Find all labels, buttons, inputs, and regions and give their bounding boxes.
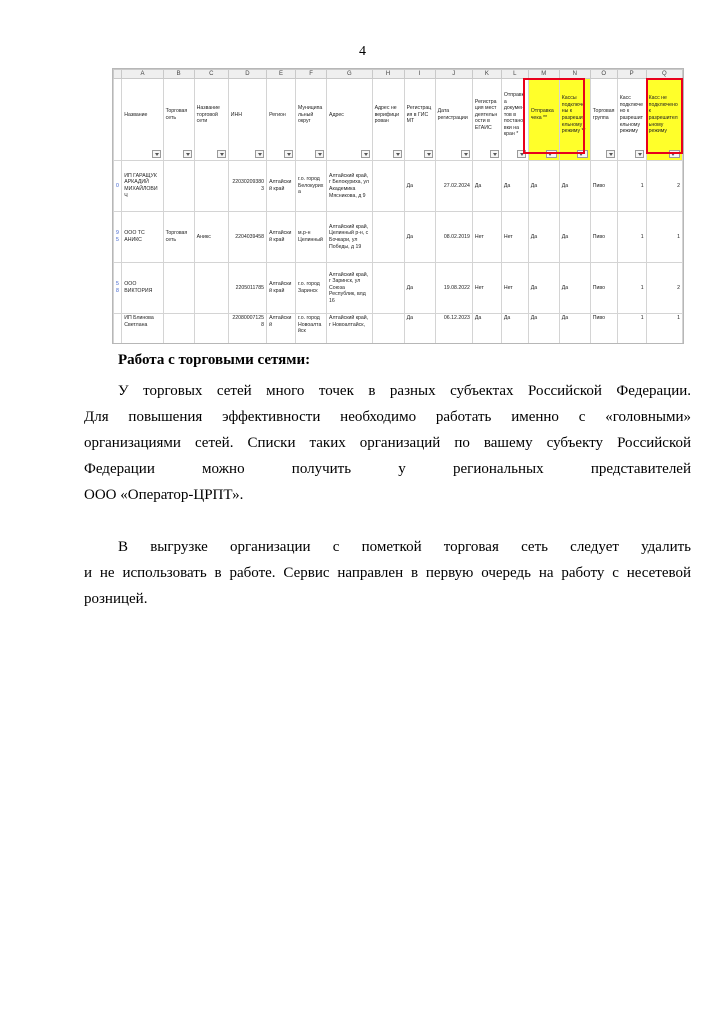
table-cell[interactable]: ИП Блинова Светлана <box>122 314 163 345</box>
table-cell[interactable]: 1 <box>617 212 646 263</box>
header-label: Дата регистрации <box>437 108 468 121</box>
header-label: Отправка документов в постановки на кран * <box>503 91 524 138</box>
filter-dropdown-icon[interactable] <box>284 150 293 158</box>
table-cell[interactable]: 1 <box>646 212 682 263</box>
page-number: 4 <box>359 44 366 59</box>
column-letter[interactable]: I <box>404 70 435 79</box>
section-heading: Работа с торговыми сетями: <box>118 352 311 368</box>
table-cell[interactable]: Да <box>501 161 528 212</box>
table-cell[interactable]: ООО ВИКТОРИЯ <box>122 263 163 314</box>
column-letter[interactable]: J <box>435 70 472 79</box>
table-cell[interactable]: г.о. город Заринск <box>296 263 327 314</box>
header-gis-registration <box>404 79 435 161</box>
table-cell[interactable]: 27.02.2024 <box>435 161 472 212</box>
header-label: Адрес <box>329 111 344 118</box>
table-cell[interactable]: Да <box>559 263 590 314</box>
table-cell[interactable] <box>194 314 228 345</box>
highlight-box-receipt-registers <box>523 78 585 154</box>
header-label: Касс подключено к разрешительному режиму <box>619 95 644 135</box>
row-marker <box>114 314 122 345</box>
table-cell[interactable]: Да <box>528 212 559 263</box>
column-letter[interactable]: D <box>228 70 266 79</box>
header-name <box>122 79 163 161</box>
table-cell[interactable]: Да <box>404 161 435 212</box>
filter-dropdown-icon[interactable] <box>183 150 192 158</box>
column-letter[interactable]: B <box>163 70 194 79</box>
table-cell[interactable]: Да <box>559 212 590 263</box>
table-cell[interactable] <box>163 314 194 345</box>
table-cell[interactable]: г.о. город Белокуриха <box>296 161 327 212</box>
table-cell[interactable]: Да <box>501 314 528 345</box>
column-letter[interactable]: O <box>590 70 617 79</box>
table-cell[interactable]: Да <box>528 263 559 314</box>
table-cell[interactable]: 2 <box>646 263 682 314</box>
table-cell[interactable] <box>194 161 228 212</box>
table-cell[interactable]: 1 <box>617 314 646 345</box>
highlight-box-not-connected <box>646 78 683 154</box>
column-letter-row <box>114 70 683 79</box>
table-cell[interactable] <box>372 263 404 314</box>
header-label: ИНН <box>230 111 243 118</box>
header-row <box>114 79 683 161</box>
table-cell[interactable]: 220302093803 <box>228 161 266 212</box>
table-cell[interactable]: Алтайский край, г Заринск, ул Союза Республик, влд 16 <box>327 263 373 314</box>
table-cell[interactable]: Алтайский <box>267 314 296 345</box>
header-chain-name <box>194 79 228 161</box>
table-cell[interactable]: Нет <box>472 212 501 263</box>
header-registers-count <box>617 79 646 161</box>
table-cell[interactable]: Аникс <box>194 212 228 263</box>
header-region <box>267 79 296 161</box>
table-cell[interactable]: Нет <box>501 212 528 263</box>
column-letter[interactable]: P <box>617 70 646 79</box>
filter-dropdown-icon[interactable] <box>152 150 161 158</box>
table-cell[interactable]: г.о. город Новоалтайск <box>296 314 327 345</box>
table-cell[interactable]: Да <box>559 314 590 345</box>
corner-cell[interactable] <box>114 70 122 79</box>
filter-dropdown-icon[interactable] <box>461 150 470 158</box>
table-cell[interactable]: Нет <box>501 263 528 314</box>
table-cell[interactable]: Нет <box>472 263 501 314</box>
column-letter[interactable]: K <box>472 70 501 79</box>
table-cell[interactable]: Алтайский край <box>267 161 296 212</box>
filter-dropdown-icon[interactable] <box>217 150 226 158</box>
table-cell[interactable]: Пиво <box>590 161 617 212</box>
table-cell[interactable]: Алтайский край, г Новоалтайск, <box>327 314 373 345</box>
filter-dropdown-icon[interactable] <box>635 150 644 158</box>
header-label: Регистрация в ГИС МТ <box>406 105 432 125</box>
table-cell[interactable]: Алтайский край, г Белокуриха, ул Академика Мясникова, д 9 <box>327 161 373 212</box>
table-cell[interactable]: Да <box>404 314 435 345</box>
column-letter[interactable]: F <box>296 70 327 79</box>
paragraph-line: У торговых сетей много точек в разных субъектах Российской Федерации. <box>118 383 691 399</box>
table-cell[interactable]: 19.08.2022 <box>435 263 472 314</box>
row-marker: 58 <box>114 263 122 314</box>
header-label: Муниципальный округ <box>298 105 323 125</box>
table-cell[interactable] <box>194 263 228 314</box>
column-letter[interactable]: G <box>327 70 373 79</box>
column-letter[interactable]: Q <box>646 70 682 79</box>
header-label: Регистрация мест деятельности в ЕГАИС <box>474 98 498 131</box>
header-egais <box>472 79 501 161</box>
table-cell[interactable]: Да <box>528 161 559 212</box>
paragraph-line: и не использовать в работе. Сервис направлен в первую очередь на работу с несетевой <box>84 565 691 581</box>
paragraph-line: организациями сетей. Списки таких организаций по вашему субъекту Российской <box>84 435 691 451</box>
header-label: Кассы подключены к разрешительному режиму ** <box>561 95 586 135</box>
spreadsheet-table <box>113 69 683 344</box>
header-address <box>327 79 373 161</box>
header-label: Название <box>124 111 148 118</box>
table-cell[interactable] <box>372 314 404 345</box>
paragraph-retail-chains <box>84 378 691 508</box>
header-label: Торговая группа <box>592 108 615 121</box>
header-label: Торговая сеть <box>165 108 188 121</box>
table-cell[interactable] <box>163 263 194 314</box>
paragraph-line: Для повышения эффективности необходимо работать именно с «головными» <box>84 409 691 425</box>
table-row <box>114 263 683 314</box>
paragraph-line: В выгрузке организации с пометкой торговая сеть следует удалить <box>118 539 691 555</box>
table-row <box>114 212 683 263</box>
table-cell[interactable]: 2204039458 <box>228 212 266 263</box>
spreadsheet-screenshot <box>112 68 684 344</box>
row-marker: 95 <box>114 212 122 263</box>
table-cell[interactable]: ООО ТС АНИКС <box>122 212 163 263</box>
header-label: Регион <box>269 111 286 118</box>
filter-dropdown-icon[interactable] <box>606 150 615 158</box>
header-label: Название торговой сети <box>196 105 220 125</box>
table-cell[interactable]: м.р-н Целинный <box>296 212 327 263</box>
column-letter[interactable]: L <box>501 70 528 79</box>
row-marker: 0 <box>114 161 122 212</box>
table-cell[interactable]: Торговая сеть <box>163 212 194 263</box>
header-municipal <box>296 79 327 161</box>
table-row <box>114 314 683 345</box>
filter-dropdown-icon[interactable] <box>424 150 433 158</box>
column-letter[interactable]: C <box>194 70 228 79</box>
table-cell[interactable]: 08.02.2019 <box>435 212 472 263</box>
table-cell[interactable]: Да <box>404 212 435 263</box>
paragraph-line: розницей. <box>84 591 148 607</box>
header-address-unverified <box>372 79 404 161</box>
table-cell[interactable]: 2 <box>646 161 682 212</box>
header-label: Адрес не верифицирован <box>374 105 399 125</box>
table-cell[interactable]: 06.12.2023 <box>435 314 472 345</box>
table-cell[interactable]: 2205011785 <box>228 263 266 314</box>
column-letter[interactable]: H <box>372 70 404 79</box>
column-letter[interactable]: A <box>122 70 163 79</box>
table-cell[interactable]: 1 <box>617 161 646 212</box>
table-cell[interactable] <box>372 212 404 263</box>
table-cell[interactable]: Да <box>472 161 501 212</box>
table-cell[interactable]: 1 <box>617 263 646 314</box>
table-cell[interactable]: Алтайский край, Целинный р-н, с Бочкари, ул Победы, д 19 <box>327 212 373 263</box>
header-label: Касс не подключено к разрешительному режиму <box>648 95 678 135</box>
header-label: Отправка чека ** <box>530 108 554 121</box>
table-cell[interactable]: ИП ГАРАЩУК АРКАДИЙ МИХАЙЛОВИЧ <box>122 161 163 212</box>
table-cell[interactable] <box>372 161 404 212</box>
table-cell[interactable]: Да <box>528 314 559 345</box>
filter-dropdown-icon[interactable] <box>255 150 264 158</box>
table-cell[interactable]: Алтайский край <box>267 212 296 263</box>
header-chain <box>163 79 194 161</box>
table-cell[interactable]: Да <box>404 263 435 314</box>
table-cell[interactable]: Пиво <box>590 212 617 263</box>
filter-dropdown-icon[interactable] <box>393 150 402 158</box>
paragraph-line: Федерации можно получить у региональных представителей <box>84 461 691 477</box>
table-cell[interactable] <box>163 161 194 212</box>
filter-dropdown-icon[interactable] <box>490 150 499 158</box>
table-cell[interactable]: Да <box>472 314 501 345</box>
paragraph-export <box>84 534 691 612</box>
filter-dropdown-icon[interactable] <box>361 150 370 158</box>
table-cell[interactable]: Алтайский край <box>267 263 296 314</box>
table-cell[interactable]: 1 <box>646 314 682 345</box>
table-cell[interactable]: Да <box>559 161 590 212</box>
table-cell[interactable]: Пиво <box>590 263 617 314</box>
header-trade-group <box>590 79 617 161</box>
table-cell[interactable]: 220800071258 <box>228 314 266 345</box>
column-letter[interactable]: E <box>267 70 296 79</box>
paragraph-line: ООО «Оператор-ЦРПТ». <box>84 487 244 503</box>
column-letter[interactable]: M <box>528 70 559 79</box>
row-gutter <box>114 79 122 161</box>
table-row <box>114 161 683 212</box>
header-registration-date <box>435 79 472 161</box>
header-inn <box>228 79 266 161</box>
table-cell[interactable]: Пиво <box>590 314 617 345</box>
column-letter[interactable]: N <box>559 70 590 79</box>
filter-dropdown-icon[interactable] <box>315 150 324 158</box>
